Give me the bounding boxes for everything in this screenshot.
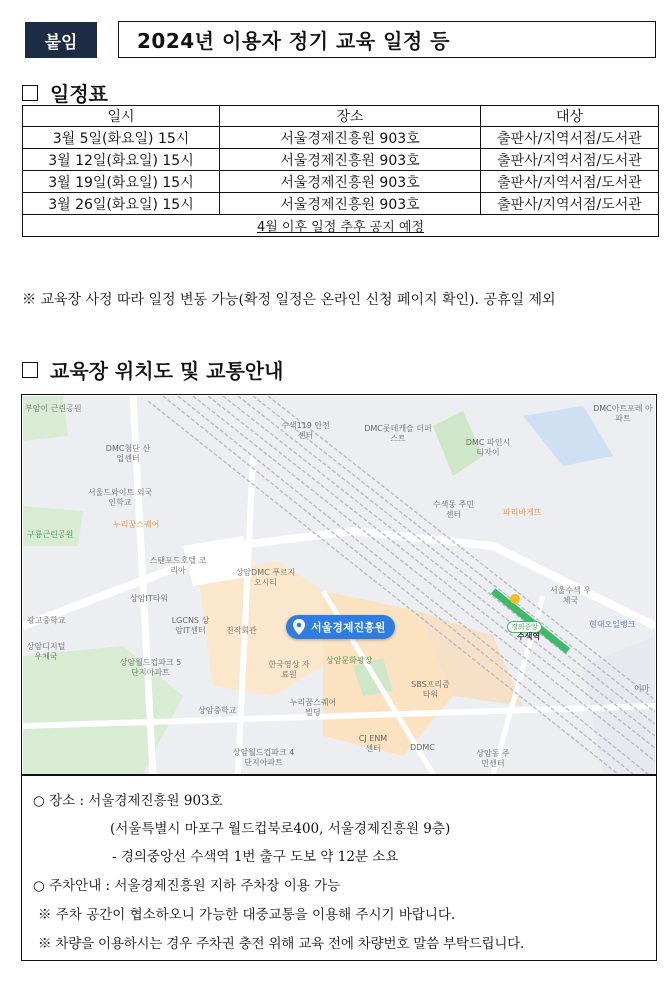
table-row: [23, 171, 659, 193]
poi-label: 부암이 근린공원: [25, 404, 82, 413]
cell-place: 서울경제진흥원 903호: [220, 149, 481, 171]
poi-label: 상암중학교: [198, 706, 237, 715]
poi-label: 상암월드컵파크 4단지아파트: [232, 748, 295, 767]
poi-label: 광고중학교: [27, 616, 66, 625]
table-footnote-row: [23, 215, 659, 237]
cell-datetime: 3월 26일(화요일) 15시: [23, 193, 220, 215]
map-marker-label: 서울경제진흥원: [311, 621, 386, 634]
poi-label: 상암디지털 우체국: [26, 642, 66, 661]
parking-info: ○ 주차안내 : 서울경제진흥원 지하 주차장 이용 가능: [33, 878, 341, 894]
place-info: ○ 장소 : 서울경제진흥원 903호: [33, 793, 223, 809]
cell-datetime: 3월 5일(화요일) 15시: [23, 127, 220, 149]
address-info: (서울특별시 마포구 월드컵북로400, 서울경제진흥원 9층): [110, 821, 451, 837]
poi-label: 이마: [634, 684, 650, 693]
schedule-notice: ※ 교육장 사정 따라 일정 변동 가능(확정 일정은 온라인 신청 페이지 확인). 공휴일 제외: [22, 292, 556, 308]
page-title: 2024년 이용자 정기 교육 일정 등: [118, 21, 656, 58]
station-line-badge: 경의중앙: [507, 621, 542, 633]
vehicle-note: ※ 차량을 이용하시는 경우 주차권 충전 위해 교육 전에 차량번호 말씀 부탁드립니다.: [38, 936, 525, 952]
transit-info: - 경의중앙선 수색역 1번 출구 도보 약 12분 소요: [112, 849, 399, 865]
table-row: [23, 127, 659, 149]
location-pin-icon: [292, 619, 306, 635]
poi-label: 현대오일뱅크: [589, 620, 636, 629]
poi-label: LGCNS 상암IT센터: [171, 616, 210, 635]
cell-target: 출판사/지역서점/도서관: [481, 149, 659, 171]
poi-label: 서울드와이트 외국인학교: [87, 488, 153, 507]
poi-label: 상암IT타워: [130, 594, 169, 603]
poi-label: 스탠포드호텔 코리아: [149, 556, 207, 575]
poi-label: DMC 파인시티자이: [465, 438, 511, 457]
poi-label: 파리바게뜨: [503, 508, 542, 517]
table-row: [23, 193, 659, 215]
column-header-target: 대상: [481, 106, 659, 127]
schedule-table: [22, 105, 659, 237]
parking-note: ※ 주차 공간이 협소하오니 가능한 대중교통을 이용해 주시기 바랍니다.: [38, 907, 456, 923]
location-heading: [22, 355, 283, 384]
checkbox-square-icon: [22, 85, 38, 101]
poi-label: 누리꿈스퀘어 빌딩: [289, 698, 337, 717]
cell-target: 출판사/지역서점/도서관: [481, 127, 659, 149]
poi-label: 상암문화광장: [326, 656, 373, 665]
map-marker[interactable]: [286, 615, 395, 639]
poi-label: 구룡근린공원: [27, 530, 74, 539]
column-header-datetime: 일시: [23, 106, 220, 127]
poi-label: DMC롯데캐슬 더퍼스트: [364, 424, 432, 443]
checkbox-square-icon: [22, 362, 38, 378]
poi-label: 서울수색 우체국: [549, 586, 592, 605]
poi-label: 수색동 주민센터: [432, 500, 475, 519]
poi-label: 상암DMC 푸르지오시티: [235, 568, 296, 587]
poi-label: 진작회관: [226, 626, 257, 635]
schedule-footnote: 4월 이후 일정 추후 공지 예정: [23, 215, 659, 237]
attachment-tag: 붙임: [25, 22, 97, 58]
poi-label: 수색119 안전센터: [281, 421, 330, 440]
poi-label: 한국영상 자료원: [268, 660, 310, 679]
poi-label: DMC아트포레 아파트: [593, 404, 653, 423]
table-header-row: [23, 106, 659, 127]
column-header-place: 장소: [220, 106, 481, 127]
location-heading-text: 교육장 위치도 및 교통안내: [50, 359, 284, 383]
cell-place: 서울경제진흥원 903호: [220, 171, 481, 193]
poi-label: DDMC: [410, 743, 435, 752]
table-row: [23, 149, 659, 171]
poi-label: DMC첨단 산업센터: [105, 444, 151, 463]
cell-place: 서울경제진흥원 903호: [220, 193, 481, 215]
poi-label: 상암월드컵파크 5단지아파트: [119, 658, 182, 677]
location-map: [23, 396, 655, 774]
poi-label: CJ ENM센터: [358, 734, 388, 753]
station-label: 수색역: [517, 632, 541, 641]
poi-label: 상암동 주민센터: [476, 749, 510, 768]
cell-datetime: 3월 12일(화요일) 15시: [23, 149, 220, 171]
cell-datetime: 3월 19일(화요일) 15시: [23, 171, 220, 193]
schedule-heading-text: 일정표: [50, 82, 108, 106]
poi-label: SBS프리즘 타워: [411, 680, 450, 699]
cell-target: 출판사/지역서점/도서관: [481, 193, 659, 215]
schedule-heading: [22, 78, 108, 107]
cell-target: 출판사/지역서점/도서관: [481, 171, 659, 193]
cell-place: 서울경제진흥원 903호: [220, 127, 481, 149]
divider: [21, 774, 657, 776]
poi-label: 누리꿈스퀘어: [113, 520, 160, 529]
